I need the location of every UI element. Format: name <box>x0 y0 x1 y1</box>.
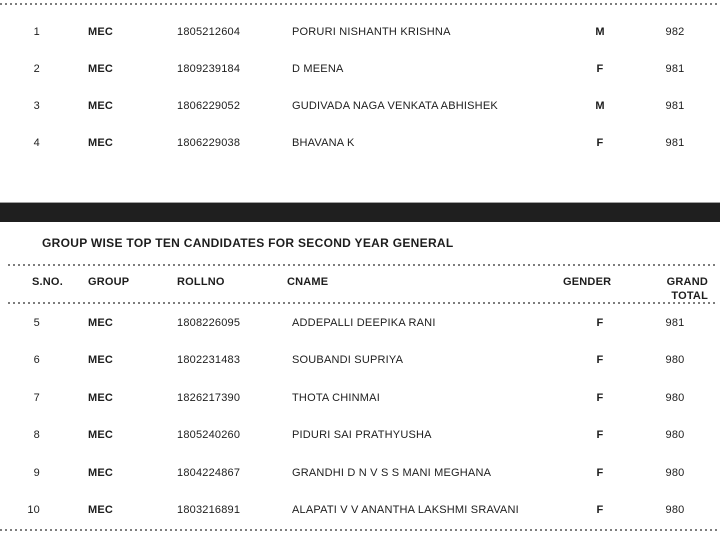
cell-rollno: 1804224867 <box>177 467 241 479</box>
column-header-group: GROUP <box>88 276 130 288</box>
cell-grand-total: 981 <box>665 63 685 75</box>
cell-gender: F <box>596 392 604 404</box>
table-row <box>0 62 720 76</box>
cell-group: MEC <box>88 429 114 441</box>
cell-cname: THOTA CHINMAI <box>292 392 380 404</box>
cell-cname: BHAVANA K <box>292 137 355 149</box>
cell-gender: M <box>595 100 605 112</box>
cell-gender: F <box>596 429 604 441</box>
cell-group: MEC <box>88 63 114 75</box>
cell-grand-total: 980 <box>665 354 685 366</box>
cell-cname: GUDIVADA NAGA VENKATA ABHISHEK <box>292 100 498 112</box>
dotted-divider-top <box>0 3 720 5</box>
dotted-divider-bottom <box>0 529 720 531</box>
cell-rollno: 1805240260 <box>177 429 241 441</box>
cell-sno: 5 <box>33 317 40 329</box>
cell-gender: F <box>596 137 604 149</box>
table-row <box>0 466 720 480</box>
table-row <box>0 25 720 39</box>
cell-grand-total: 982 <box>665 26 685 38</box>
cell-group: MEC <box>88 137 114 149</box>
cell-cname: PIDURI SAI PRATHYUSHA <box>292 429 432 441</box>
cell-sno: 3 <box>33 100 40 112</box>
cell-group: MEC <box>88 504 114 516</box>
column-header-cname: CNAME <box>287 276 329 288</box>
section-title: GROUP WISE TOP TEN CANDIDATES FOR SECOND YEAR GENERAL <box>42 236 454 250</box>
cell-rollno: 1802231483 <box>177 354 241 366</box>
cell-sno: 2 <box>33 63 40 75</box>
cell-gender: F <box>596 504 604 516</box>
cell-group: MEC <box>88 26 114 38</box>
cell-cname: D MEENA <box>292 63 344 75</box>
cell-gender: F <box>596 317 604 329</box>
cell-group: MEC <box>88 100 114 112</box>
column-header-gender: GENDER <box>563 276 612 288</box>
table-row <box>0 99 720 113</box>
table-header-row <box>0 275 720 303</box>
cell-grand-total: 981 <box>665 100 685 112</box>
cell-sno: 8 <box>33 429 40 441</box>
cell-gender: M <box>595 26 605 38</box>
cell-gender: F <box>596 354 604 366</box>
column-header-grand-total <box>638 275 720 303</box>
cell-group: MEC <box>88 467 114 479</box>
cell-sno: 7 <box>33 392 40 404</box>
cell-sno: 1 <box>33 26 40 38</box>
cell-rollno: 1803216891 <box>177 504 241 516</box>
cell-rollno: 1806229038 <box>177 137 241 149</box>
cell-cname: SOUBANDI SUPRIYA <box>292 354 404 366</box>
table-row <box>0 353 720 367</box>
cell-rollno: 1806229052 <box>177 100 241 112</box>
cell-grand-total: 980 <box>665 392 685 404</box>
cell-grand-total: 980 <box>665 429 685 441</box>
cell-sno: 6 <box>33 354 40 366</box>
grand-total-line2: TOTAL <box>671 290 708 302</box>
cell-cname: GRANDHI D N V S S MANI MEGHANA <box>292 467 492 479</box>
cell-gender: F <box>596 63 604 75</box>
cell-grand-total: 981 <box>665 137 685 149</box>
section-separator-bar <box>0 202 720 222</box>
dotted-divider-above-header <box>8 264 716 266</box>
cell-grand-total: 981 <box>665 317 685 329</box>
cell-group: MEC <box>88 392 114 404</box>
cell-rollno: 1826217390 <box>177 392 241 404</box>
table-row <box>0 316 720 330</box>
table-row <box>0 428 720 442</box>
grand-total-line1: GRAND <box>666 276 708 288</box>
cell-grand-total: 980 <box>665 504 685 516</box>
cell-sno: 10 <box>27 504 40 516</box>
cell-rollno: 1805212604 <box>177 26 241 38</box>
cell-grand-total: 980 <box>665 467 685 479</box>
table-row <box>0 136 720 150</box>
cell-sno: 9 <box>33 467 40 479</box>
table-row <box>0 391 720 405</box>
cell-sno: 4 <box>33 137 40 149</box>
cell-group: MEC <box>88 317 114 329</box>
cell-group: MEC <box>88 354 114 366</box>
table-row <box>0 503 720 517</box>
cell-rollno: 1809239184 <box>177 63 241 75</box>
cell-cname: PORURI NISHANTH KRISHNA <box>292 26 451 38</box>
cell-rollno: 1808226095 <box>177 317 241 329</box>
column-header-rollno: ROLLNO <box>177 276 225 288</box>
dotted-divider-below-header <box>8 302 716 304</box>
cell-cname: ADDEPALLI DEEPIKA RANI <box>292 317 436 329</box>
cell-gender: F <box>596 467 604 479</box>
column-header-sno: S.NO. <box>32 276 63 288</box>
cell-cname: ALAPATI V V ANANTHA LAKSHMI SRAVANI <box>292 504 519 516</box>
